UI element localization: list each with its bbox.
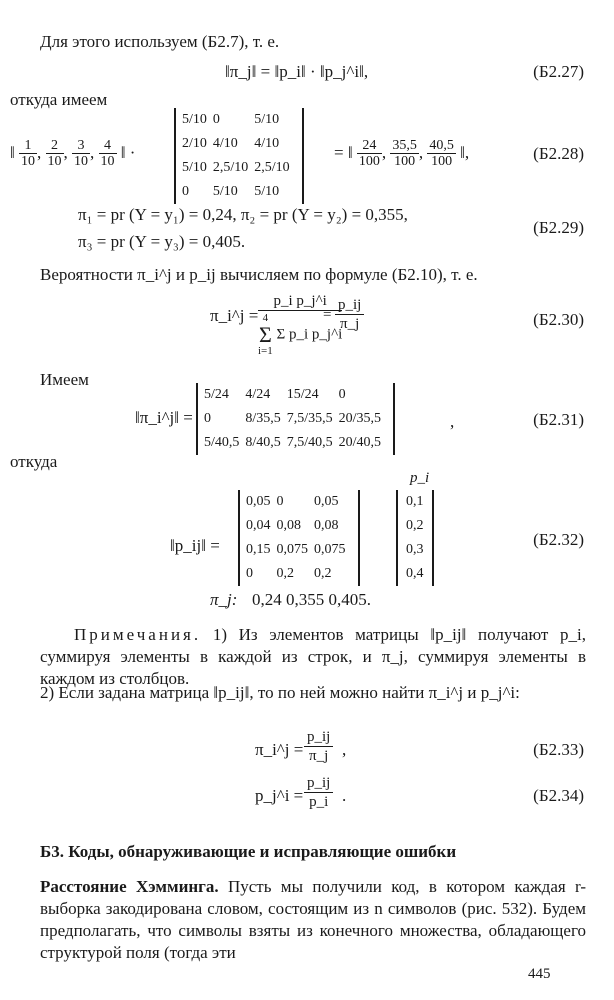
sum-upper-limit: 4 [262,312,269,324]
matrix-cell: 2/10 [182,136,207,151]
summation-symbol: 4 Σ i=1 [258,312,273,357]
fraction-numerator: p_i p_j^i [258,292,342,311]
matrix-cell: 5/10 [212,184,238,199]
hamming-text: Пусть мы получили код, в котором каждая r-выборка закодирована словом, состоящим из n символов (рис. 532). Будем предполагать, что символы взяты из конечного множества, обладающего структурой поля (тогда эти [40,877,586,962]
hamming-paragraph [40,876,586,964]
matrix-cell: 0,075 [276,542,308,557]
matrix-row [204,431,387,455]
matrix-cell: 8/40,5 [245,435,281,450]
whence-text-2: откуда [10,452,58,471]
eq-b2-27-label: (Б2.27) [533,62,584,81]
matrix-row [182,108,296,132]
eq-b2-27-formula: ‖π_j‖ = ‖p_i‖ · ‖p_j^i‖, [225,62,369,81]
matrix-cell: 4/10 [254,136,280,151]
denominator-text: Σ p_i p_j^i [276,326,343,343]
eq-b2-31-comma: , [450,412,455,431]
page-number: 445 [528,966,551,982]
matrix-cell: 0,04 [246,518,271,533]
matrix-cell: 0,05 [246,494,271,509]
matrix-row [182,156,296,180]
section-title: Б3. Коды, обнаруживающие и исправляющие ошибки [40,842,457,861]
eq-b2-29-line2: π₃ = pr (Y = y₃) = 0,405. [78,232,246,251]
matrix-cell: 0 [246,566,253,581]
matrix-cell: 0,075 [314,542,346,557]
eq-b2-32-pi-label: π_j: [210,590,238,609]
row-sum-value: 0,2 [406,518,424,533]
note-1-text: 1) Из элементов матрицы ‖p_ij‖ получают p_i, суммируя элементы в каждой из строк, и π_j, суммируя элементы в каждом из столбцов. [40,625,586,688]
eq-b2-29-label: (Б2.29) [533,218,584,237]
fraction: $\frac{24}{100}$ [358,138,380,170]
matrix-cell: 0 [204,411,211,426]
fraction: $\frac{40,5}{100}$ [429,138,454,170]
note-1 [40,624,586,690]
matrix-cell: 0,2 [314,566,332,581]
eq-b2-31-label: (Б2.31) [533,410,584,429]
eq-b2-34-lhs: p_j^i = [255,786,304,805]
matrix-row [204,383,387,407]
eq-b2-29-line1: π₁ = pr (Y = y₁) = 0,24, π₂ = pr (Y = y₂) = 0,355, [78,205,408,224]
notes-heading: Примечания. [74,625,202,644]
matrix-cell: 4/10 [212,136,238,151]
note-2: 2) Если задана матрица ‖p_ij‖, то по ней можно найти π_i^j и p_j^i: [40,683,520,702]
intro-text: Для этого используем (Б2.7), т. е. [40,32,280,51]
matrix-row [182,180,296,204]
matrix-cell: 5/10 [254,112,280,127]
eq-b2-30-label: (Б2.30) [533,310,584,329]
eq-b2-30-rhs-fraction: = p_ij π_j [335,296,364,333]
matrix-cell: 8/35,5 [245,411,281,426]
matrix-cell: 5/40,5 [204,435,240,450]
matrix-row [246,538,352,562]
row-sum-value: 0,3 [406,542,424,557]
matrix-cell: 0 [182,184,189,199]
fraction-denominator: p_i [309,794,329,810]
whence-text-1: откуда имеем [10,90,108,109]
matrix-cell: 0,2 [276,566,294,581]
matrix-cell: 0,15 [246,542,271,557]
eq-b2-33-lhs: π_i^j = [255,740,304,759]
matrix-cell: 0 [338,387,346,402]
sum-lower-limit: i=1 [258,345,273,357]
matrix-row [246,562,352,586]
matrix-cell: 4/24 [245,387,271,402]
eq-b2-34-tail: . [342,786,347,805]
eq-b2-32-label: (Б2.32) [533,530,584,549]
eq-b2-34-label: (Б2.34) [533,786,584,805]
matrix-cell: 2,5/10 [254,160,290,175]
matrix-row [246,514,352,538]
fraction: $\frac{3}{10}$ [74,138,89,170]
matrix-row [182,132,296,156]
eq-b2-30-main-fraction [258,292,342,357]
matrix-cell: 7,5/40,5 [286,435,333,450]
fraction: $\frac{1}{10}$ [21,138,36,170]
matrix-cell: 0,08 [314,518,339,533]
fraction: $\frac{4}{10}$ [100,138,115,170]
row-sum-value: 0,4 [406,566,424,581]
matrix-row [204,407,387,431]
eq-b2-31-lhs: ‖π_i^j‖ = [135,408,193,427]
eq-b2-28-label: (Б2.28) [533,144,584,163]
fraction-denominator: π_j [309,748,329,764]
fraction: $\frac{2}{10}$ [47,138,62,170]
hamming-heading: Расстояние Хэмминга. [40,877,219,896]
eq-b2-32-pi-values: 0,24 0,355 0,405. [252,590,371,609]
eq-b2-34-fraction [304,774,333,811]
matrix-cell: 0 [212,112,220,127]
eq-b2-33-label: (Б2.33) [533,740,584,759]
matrix-cell: 5/10 [182,160,207,175]
fraction-denominator: π_j [340,316,360,332]
fraction: $\frac{35,5}{100}$ [392,138,417,170]
matrix-cell: 20/35,5 [338,411,382,426]
eq-b2-32-lhs: ‖p_ij‖ = [170,536,220,555]
matrix-cell: 15/24 [286,387,319,402]
matrix-cell: 5/24 [204,387,229,402]
eq-b2-32-col-header: p_i [410,470,430,486]
eq-b2-32-matrix [238,490,360,586]
matrix-cell: 20/40,5 [338,435,382,450]
fraction-numerator: p_ij [304,774,333,793]
probabilities-text: Вероятности π_i^j и p_ij вычисляем по формуле (Б2.10), т. е. [40,265,478,284]
matrix-cell: 0,08 [276,518,301,533]
matrix-cell: 5/10 [254,184,280,199]
fraction-numerator: p_ij [335,296,364,315]
eq-b2-33-fraction [304,728,333,765]
eq-b2-31-matrix [196,383,395,455]
matrix-cell: 5/10 [182,112,207,127]
eq-b2-28-result-vector: = ‖ $\frac{24}{100}$ , $\frac{35,5}{100}$ , $\frac{40,5}{100}$ ‖, [334,138,470,170]
fraction-numerator: p_ij [304,728,333,747]
row-sum-value: 0,1 [406,494,424,509]
matrix-row [246,490,352,514]
eq-b2-33-tail: , [342,740,347,759]
eq-b2-32-row-sums [396,490,434,586]
eq-b2-28-matrix [174,108,304,204]
matrix-cell: 0 [276,494,284,509]
matrix-cell: 0,05 [314,494,339,509]
eq-b2-28-row-vector: ‖ $\frac{1}{10}$ , $\frac{2}{10}$ , $\frac{3}{10}$ , $\frac{4}{10}$ ‖ · [10,138,136,170]
eq-b2-30-lhs: π_i^j = [210,306,259,325]
matrix-cell: 7,5/35,5 [286,411,333,426]
we-have-text: Имеем [40,370,89,389]
matrix-cell: 2,5/10 [212,160,249,175]
